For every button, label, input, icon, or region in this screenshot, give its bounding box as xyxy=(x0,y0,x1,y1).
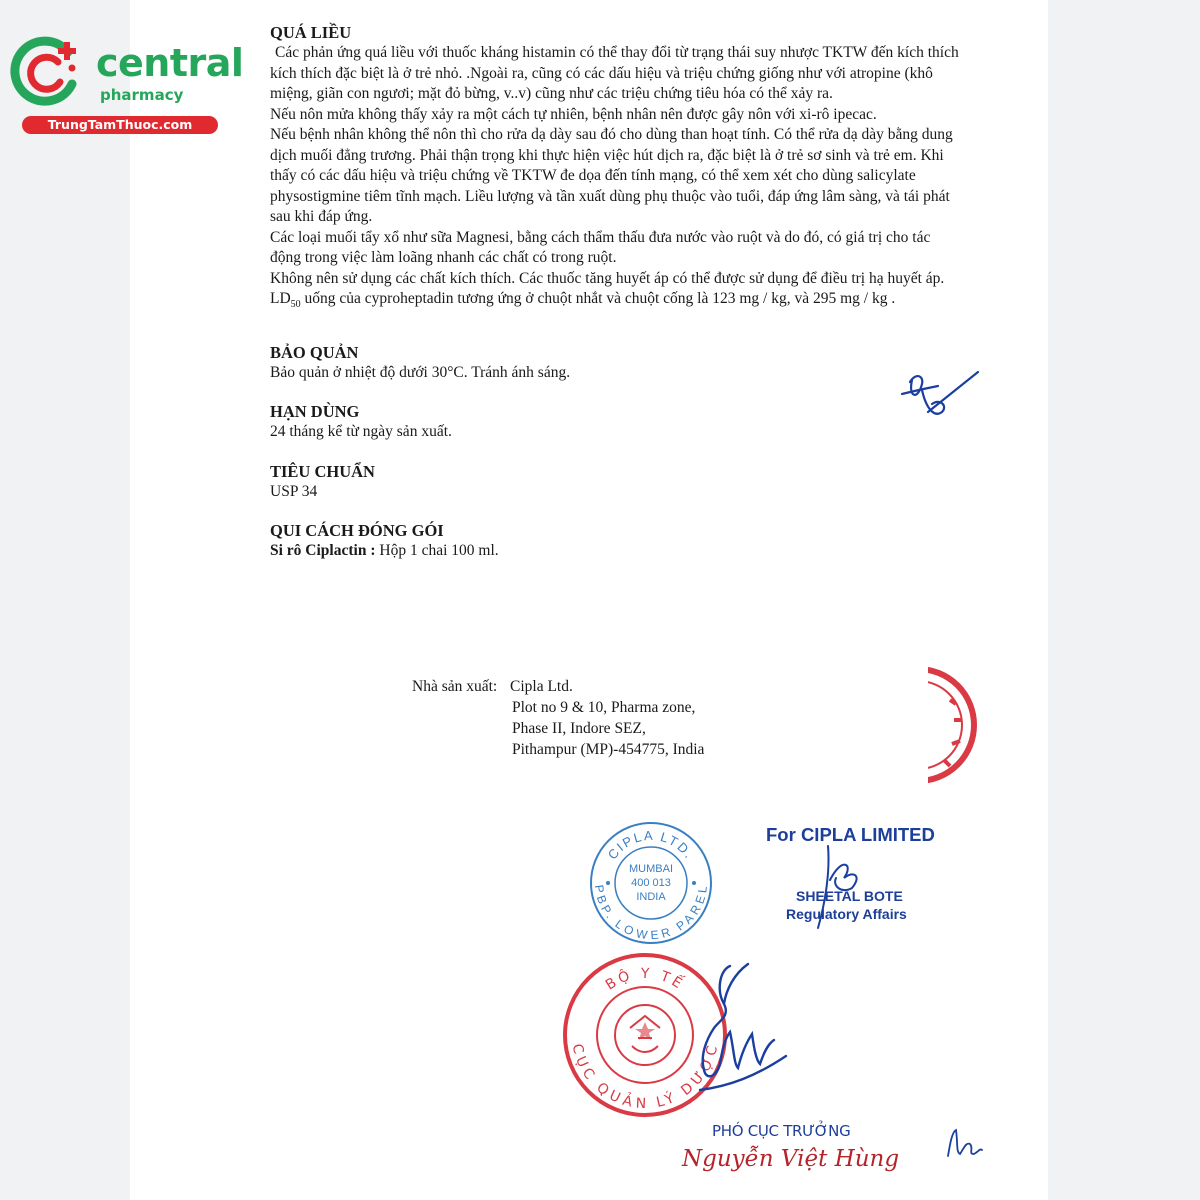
logo-subtitle: pharmacy xyxy=(100,86,184,104)
pharmacy-cross-logo-icon xyxy=(10,36,86,108)
packaging-text: Hộp 1 chai 100 ml. xyxy=(379,542,499,560)
ld50-subscript: 50 xyxy=(290,299,301,311)
standard-text: USP 34 xyxy=(270,482,318,500)
cipla-stamp-country: INDIA xyxy=(636,891,666,903)
overdose-paragraph: Các loại muối tẩy xổ như sữa Magnesi, bằng cách thẩm thấu đưa nước vào ruột và do đó, có giá trị cho tác động trong việc làm loãng nhanh các chất có trong ruột. xyxy=(270,228,931,266)
ministry-stamp-arc-top: BỘ Y TẾ xyxy=(602,965,688,994)
manufacturer-address xyxy=(512,676,704,760)
cipla-stamp-city: MUMBAI xyxy=(629,863,673,875)
manufacturer-line: Cipla Ltd. xyxy=(510,678,573,695)
central-pharmacy-logo[interactable] xyxy=(8,36,244,136)
signatory-name: SHEETAL BOTE xyxy=(796,888,903,904)
storage-title: BẢO QUẢN xyxy=(270,342,359,362)
ld50-prefix: LD xyxy=(270,290,291,307)
for-cipla-text: For CIPLA LIMITED xyxy=(766,824,935,845)
overdose-title: QUÁ LIỀU xyxy=(270,23,352,42)
ministry-stamp-partial xyxy=(928,660,988,790)
corner-initials xyxy=(944,1124,984,1164)
official-title: PHÓ CỤC TRƯỞNG xyxy=(712,1122,851,1140)
document-body xyxy=(270,22,960,562)
shelf-life-text: 24 tháng kể từ ngày sản xuất. xyxy=(270,423,452,441)
packaging-label: Si rô Ciplactin : xyxy=(270,542,376,560)
packaging-line xyxy=(270,541,960,562)
official-name: Nguyễn Việt Hùng xyxy=(682,1146,900,1172)
signature-initials xyxy=(898,368,982,426)
packaging-title: QUI CÁCH ĐÓNG GÓI xyxy=(270,521,444,541)
manufacturer-line: Phase II, Indore SEZ, xyxy=(512,720,646,737)
signatory-role: Regulatory Affairs xyxy=(786,906,907,922)
ld50-text: uống của cyproheptadin tương ứng ở chuột nhắt và chuột cống là 123 mg / kg, và 295 mg / kg . xyxy=(300,290,896,307)
overdose-paragraph: Nếu nôn mửa không thấy xảy ra một cách tự nhiên, bệnh nhân nên được gây nôn với xi-rô ipecac. xyxy=(270,105,877,123)
storage-text: Bảo quản ở nhiệt độ dưới 30°C. Tránh ánh sáng. xyxy=(270,363,571,381)
logo-brand-name: central xyxy=(96,41,244,85)
logo-url-badge[interactable]: TrungTamThuoc.com xyxy=(22,116,218,134)
cipla-stamp-postcode: 400 013 xyxy=(631,877,671,889)
shelf-life-title: HẠN DÙNG xyxy=(270,402,360,422)
overdose-paragraph: Nếu bệnh nhân không thể nôn thì cho rửa dạ dày sau đó cho dùng than hoạt tính. Có thể rửa dạ dày bằng dung dịch muối đẳng trương. Phải thận trọng khi thực hiện việc hút dịch ra, đặc biệt là ở trẻ sơ sinh và trẻ em. Khi thấy có các dấu hiệu và triệu chứng về TKTW đe dọa đến tính mạng, có thể xem xét cho dùng salicylate physostigmine tiêm tĩnh mạch. Liều lượng và tần xuất dùng phụ thuộc vào tuổi, đáp ứng lâm sàng, và tái phát sau khi đáp ứng. xyxy=(270,126,953,225)
standard-title: TIÊU CHUẨN xyxy=(270,461,375,481)
cipla-stamp-arc-top: CIPLA LTD. xyxy=(604,827,698,863)
official-signature xyxy=(660,960,790,1100)
manufacturer-line: Plot no 9 & 10, Pharma zone, xyxy=(512,699,696,716)
cipla-stamp-arc-bottom: PBP. LOWER PAREL xyxy=(591,883,711,943)
cipla-signature xyxy=(808,840,868,930)
overdose-paragraph: Các phản ứng quá liều với thuốc kháng histamin có thể thay đổi từ trạng thái suy nhược TKTW đến kích thích kích thích đặc biệt là ở trẻ nhỏ. .Ngoài ra, cũng có các dấu hiệu và triệu chứng giống như với atropine (khô miệng, giãn con ngươi; mặt đỏ bừng, v..v) cũng như các triệu chứng tiêu hóa có thể xảy ra. xyxy=(270,44,959,102)
manufacturer-line: Pithampur (MP)-454775, India xyxy=(512,741,705,758)
cipla-stamp xyxy=(588,820,714,946)
manufacturer-label: Nhà sản xuất: xyxy=(412,678,498,695)
overdose-paragraph: Không nên sử dụng các chất kích thích. Các thuốc tăng huyết áp có thể được sử dụng để điều trị hạ huyết áp. xyxy=(270,269,945,287)
ld50-paragraph xyxy=(270,289,960,316)
ministry-stamp-arc-bottom: CỤC QUẢN LÝ DƯỢC xyxy=(568,1042,722,1113)
